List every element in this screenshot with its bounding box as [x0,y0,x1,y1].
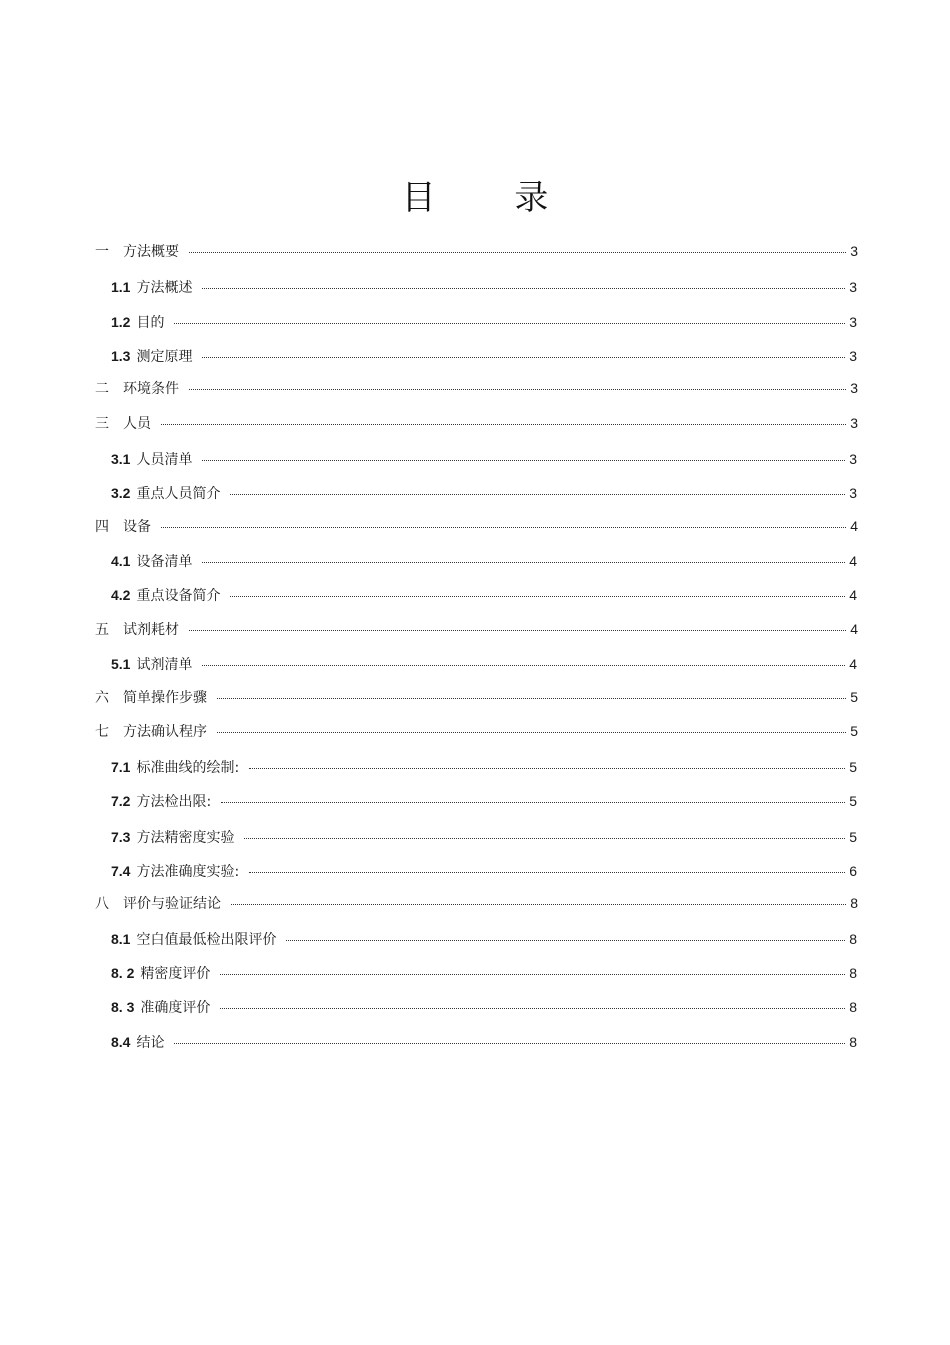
toc-entry-number: 八 [95,895,109,911]
toc-entry-number: 四 [95,518,109,534]
dot-leader [202,561,845,563]
page-title: 目 录 [401,178,583,218]
toc-entry-number: 4.1 [111,553,131,569]
toc-entry[interactable] [95,687,858,707]
toc-entry-label: 标准曲线的绘制: [136,760,240,776]
toc-entry[interactable] [111,449,857,469]
toc-entry[interactable] [95,721,858,741]
toc-entry-label: 方法精密度实验 [136,830,235,846]
toc-entry[interactable] [111,929,857,949]
toc-entry[interactable] [111,277,857,297]
toc-entry-page-number: 8 [849,965,857,981]
toc-entry[interactable] [111,757,857,777]
toc-entry-label: 方法确认程序 [123,724,207,740]
toc-entry[interactable] [111,585,857,605]
toc-entry-page-number: 3 [849,314,857,330]
toc-entry-label: 试剂清单 [136,657,193,673]
toc-entry-number: 3.1 [111,451,131,467]
toc-entry-page-number: 3 [850,380,858,396]
dot-leader [189,251,846,253]
toc-entry-page-number: 3 [849,485,857,501]
toc-entry-label: 重点人员简介 [136,486,221,502]
toc-entry[interactable] [95,619,858,639]
toc-entry-page-number: 5 [850,689,858,705]
toc-entry-number: 8. 3 [111,999,135,1015]
toc-entry-label: 简单操作步骤 [123,690,207,706]
dot-leader [220,973,845,975]
toc-entry-page-number: 4 [850,518,858,534]
dot-leader [202,459,845,461]
toc-entry[interactable] [95,241,858,261]
toc-entry-number: 六 [95,689,109,705]
toc-entry[interactable] [111,483,857,503]
toc-entry-number: 7.1 [111,759,131,775]
toc-entry-label: 目的 [136,315,165,331]
dot-leader [161,423,846,425]
dot-leader [220,1007,845,1009]
dot-leader [249,871,845,873]
toc-entry-number: 8.4 [111,1034,131,1050]
toc-entry-number: 二 [95,380,109,396]
toc-entry-number: 1.2 [111,314,131,330]
toc-entry[interactable] [111,997,857,1017]
dot-leader [189,629,846,631]
toc-entry-number: 7.3 [111,829,131,845]
toc-entry-label: 结论 [136,1035,165,1051]
toc-entry-label: 方法准确度实验: [136,864,240,880]
dot-leader [217,731,846,733]
toc-entry-number: 1.3 [111,348,131,364]
toc-entry-label: 准确度评价 [140,1000,211,1016]
toc-entry-page-number: 8 [849,1034,857,1050]
toc-entry-label: 人员 [123,416,151,432]
toc-entry-page-number: 3 [849,348,857,364]
toc-entry-label: 重点设备简介 [136,588,221,604]
toc-entry-number: 7.4 [111,863,131,879]
toc-entry[interactable] [95,516,858,536]
toc-entry-page-number: 4 [849,656,857,672]
toc-entry-page-number: 8 [850,895,858,911]
dot-leader [161,526,846,528]
dot-leader [230,595,845,597]
toc-entry-label: 人员清单 [136,452,193,468]
dot-leader [174,1042,845,1044]
toc-entry-page-number: 3 [849,451,857,467]
toc-entry-number: 5.1 [111,656,131,672]
toc-entry-label: 空白值最低检出限评价 [136,932,277,948]
toc-entry-page-number: 4 [849,553,857,569]
toc-entry-number: 一 [95,243,109,259]
toc-entry-label: 试剂耗材 [123,622,179,638]
toc-entry-page-number: 8 [849,931,857,947]
toc-entry[interactable] [95,893,858,913]
dot-leader [217,697,846,699]
dot-leader [249,767,845,769]
toc-entry-number: 三 [95,415,109,431]
toc-entry-label: 环境条件 [123,381,179,397]
toc-entry[interactable] [111,963,857,983]
toc-entry[interactable] [95,378,858,398]
toc-entry-page-number: 4 [850,621,858,637]
toc-entry-label: 评价与验证结论 [123,896,221,912]
toc-entry-label: 设备 [123,519,151,535]
toc-entry-number: 7.2 [111,793,131,809]
dot-leader [230,493,845,495]
dot-leader [231,903,846,905]
toc-entry[interactable] [111,654,857,674]
toc-entry-page-number: 5 [850,723,858,739]
toc-entry-page-number: 5 [849,793,857,809]
toc-entry-page-number: 3 [850,415,858,431]
toc-entry[interactable] [111,551,857,571]
dot-leader [221,801,845,803]
toc-entry-page-number: 5 [849,829,857,845]
toc-entry[interactable] [111,791,857,811]
dot-leader [202,664,845,666]
toc-entry-label: 方法检出限: [136,794,212,810]
toc-entry[interactable] [95,413,858,433]
toc-entry-page-number: 5 [849,759,857,775]
toc-entry-page-number: 3 [849,279,857,295]
toc-entry-page-number: 6 [849,863,857,879]
toc-entry-label: 精密度评价 [140,966,211,982]
dot-leader [244,837,845,839]
toc-entry-page-number: 4 [849,587,857,603]
toc-entry[interactable] [111,861,857,881]
toc-entry-page-number: 3 [850,243,858,259]
toc-entry-page-number: 8 [849,999,857,1015]
toc-entry-number: 8. 2 [111,965,135,981]
toc-entry-label: 设备清单 [136,554,193,570]
toc-entry-label: 方法概要 [123,244,179,260]
toc-entry-number: 4.2 [111,587,131,603]
dot-leader [202,287,845,289]
toc-entry[interactable] [111,312,857,332]
toc-entry-number: 五 [95,621,109,637]
toc-entry-label: 方法概述 [136,280,193,296]
toc-entry-number: 七 [95,723,109,739]
toc-entry-label: 测定原理 [136,349,193,365]
toc-entry[interactable] [111,346,857,366]
dot-leader [286,939,845,941]
dot-leader [174,322,845,324]
dot-leader [202,356,845,358]
toc-entry-number: 8.1 [111,931,131,947]
toc-entry[interactable] [111,827,857,847]
toc-entry-number: 3.2 [111,485,131,501]
toc-entry-number: 1.1 [111,279,131,295]
dot-leader [189,388,846,390]
toc-entry[interactable] [111,1032,857,1052]
